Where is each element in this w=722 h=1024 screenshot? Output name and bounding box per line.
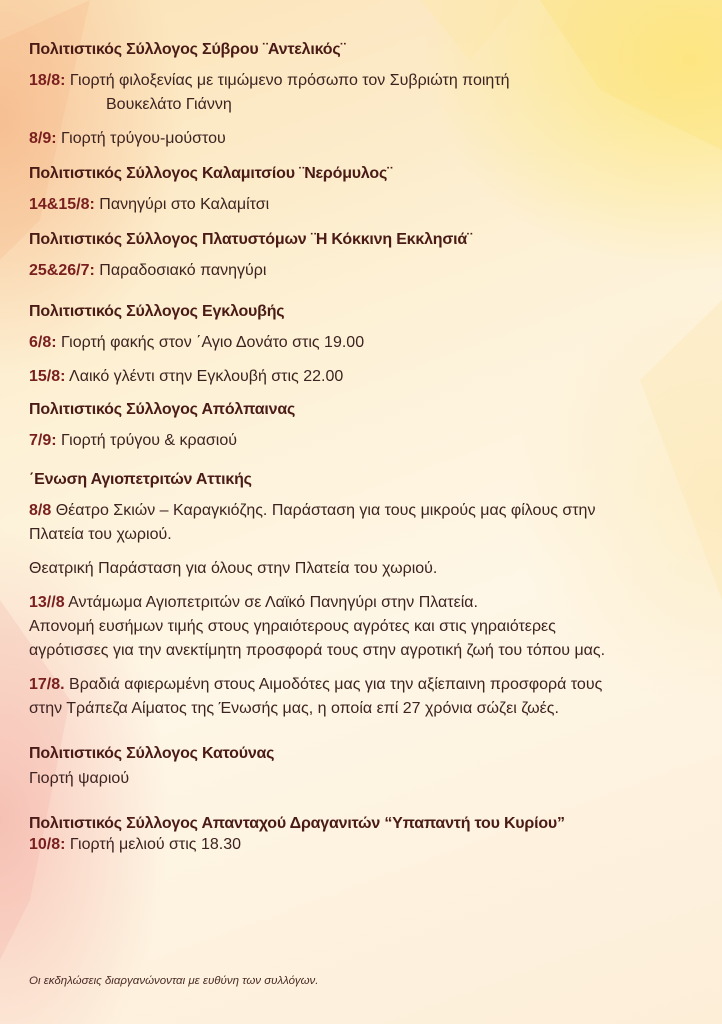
org-heading: Πολιτιστικός Σύλλογος Καλαμιτσίου ¨Νερόμυλος¨: [29, 165, 393, 182]
event-entry: [29, 331, 709, 355]
event-date: 7/9:: [29, 432, 57, 449]
event-text: Γιορτή τρύγου & κρασιού: [61, 432, 237, 449]
org-heading: Πολιτιστικός Σύλλογος Πλατυστόμων ¨Η Κόκκινη Εκκλησιά¨: [29, 231, 473, 248]
event-text: Αντάμωμα Αγιοπετριτών σε Λαϊκό Πανηγύρι στην Πλατεία.: [68, 594, 478, 611]
event-entry: [29, 767, 709, 791]
event-entry: [29, 557, 709, 581]
event-entry: [29, 69, 709, 117]
event-text: Γιορτή ψαριού: [29, 770, 130, 787]
event-date: 15/8:: [29, 368, 66, 385]
event-text-continued: αγρότισσες για την ανεκτίμητη προσφορά τους στην αγροτική ζωή του τόπου μας.: [29, 642, 606, 659]
event-date: 13//8: [29, 594, 65, 611]
event-entry: [29, 499, 709, 547]
event-text: Θεατρική Παράσταση για όλους στην Πλατεία του χωριού.: [29, 560, 438, 577]
event-text: Λαικό γλέντι στην Εγκλουβή στις 22.00: [69, 368, 344, 385]
event-text: Παραδοσιακό πανηγύρι: [99, 262, 267, 279]
event-text-continued: Πλατεία του χωριού.: [29, 526, 172, 543]
event-text: Γιορτή φακής στον ΄Αγιο Δονάτο στις 19.00: [61, 334, 365, 351]
event-entry: [29, 365, 709, 389]
event-text: Γιορτή φιλοξενίας με τιμώμενο πρόσωπο τον Συβριώτη ποιητή: [69, 72, 510, 89]
event-text-continued: Απονομή ευσήμων τιμής στους γηραιότερους αγρότες και στις γηραιότερες: [29, 618, 556, 635]
event-text-continued: Βουκελάτο Γιάννη: [106, 96, 232, 113]
org-heading: Πολιτιστικός Σύλλογος Κατούνας: [29, 745, 275, 762]
event-date: 10/8:: [29, 836, 66, 853]
org-heading: Πολιτιστικός Σύλλογος Απανταχού Δραγανιτών “Υπαπαντή του Κυρίου”: [29, 815, 565, 832]
event-date: 8/9:: [29, 130, 57, 147]
event-entry: [29, 673, 709, 721]
event-date: 17/8.: [29, 676, 65, 693]
event-entry: [29, 833, 709, 857]
event-entry: [29, 429, 709, 453]
org-heading: ΄Ενωση Αγιοπετριτών Αττικής: [29, 471, 252, 488]
event-text: Βραδιά αφιερωμένη στους Αιμοδότες μας για την αξίεπαινη προσφορά τους: [69, 676, 603, 693]
event-text: Θέατρο Σκιών – Καραγκιόζης. Παράσταση για τους μικρούς μας φίλους στην: [55, 502, 596, 519]
event-entry: [29, 193, 709, 217]
event-entry: [29, 259, 709, 283]
event-entry: [29, 591, 709, 663]
event-date: 8/8: [29, 502, 52, 519]
event-text: Γιορτή τρύγου-μούστου: [61, 130, 226, 147]
footer-note: Οι εκδηλώσεις διαργανώνονται με ευθύνη των συλλόγων.: [29, 975, 319, 987]
event-text: Γιορτή μελιού στις 18.30: [69, 836, 241, 853]
org-heading: Πολιτιστικός Σύλλογος Απόλπαινας: [29, 401, 296, 418]
event-text: Πανηγύρι στο Καλαμίτσι: [99, 196, 270, 213]
event-listing: [29, 37, 709, 857]
event-entry: [29, 127, 709, 151]
event-date: 25&26/7:: [29, 262, 95, 279]
org-heading: Πολιτιστικός Σύλλογος Εγκλουβής: [29, 303, 285, 320]
event-text-continued: στην Τράπεζα Αίματος της Ένωσής μας, η οποία επί 27 χρόνια σώζει ζωές.: [29, 700, 559, 717]
event-date: 14&15/8:: [29, 196, 95, 213]
event-date: 18/8:: [29, 72, 66, 89]
org-heading: Πολιτιστικός Σύλλογος Σύβρου ¨Αντελικός¨: [29, 41, 346, 58]
event-date: 6/8:: [29, 334, 57, 351]
